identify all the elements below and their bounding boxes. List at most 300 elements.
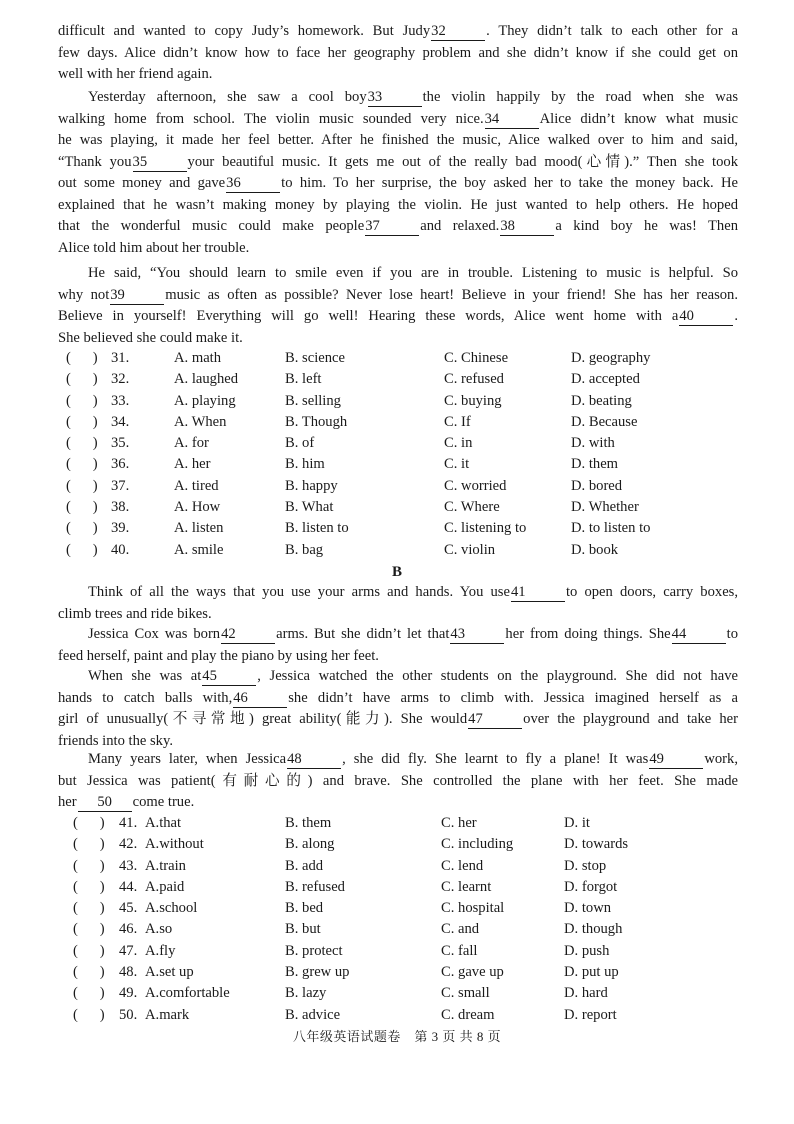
answer-bracket[interactable]: ( ) <box>73 857 105 874</box>
answer-blank[interactable]: 46 <box>233 690 287 708</box>
option-b <box>285 369 321 390</box>
option-text: B. protect <box>285 942 343 959</box>
option-c <box>444 348 508 369</box>
option-text: When <box>191 413 227 430</box>
text-line <box>58 749 738 771</box>
option-text: listening to <box>461 520 527 537</box>
option-letter: C. <box>444 350 462 366</box>
option-text: book <box>588 541 619 558</box>
answer-blank[interactable]: 37 <box>365 218 419 236</box>
question-number <box>111 476 129 497</box>
option-text: 49. <box>119 985 138 1002</box>
question-row <box>0 476 794 497</box>
answer-bracket[interactable]: ( ) <box>73 878 105 895</box>
question-number <box>119 941 137 962</box>
option-text: it <box>461 456 470 473</box>
option-letter: C. <box>444 371 462 388</box>
question-row <box>0 348 794 369</box>
text-line <box>58 709 738 731</box>
option-text: math <box>191 350 222 366</box>
option-letter: D. <box>571 435 589 452</box>
option-letter: A. <box>174 541 192 558</box>
text-line <box>58 87 738 109</box>
passage-text: She believed she could make it. <box>58 329 243 346</box>
passage-text: her <box>58 794 77 810</box>
passage-text: Think of all the ways that you use your arms and hands. You use <box>88 584 510 600</box>
option-text: A.set up <box>145 964 194 981</box>
answer-bracket[interactable]: ( ) <box>66 456 98 473</box>
answer-blank[interactable]: 48 <box>287 751 341 769</box>
question-row <box>0 813 794 834</box>
option-text: A.fly <box>145 942 176 959</box>
answer-bracket[interactable]: ( ) <box>73 836 105 853</box>
answer-blank[interactable]: 41 <box>511 584 565 602</box>
option-c <box>444 518 526 539</box>
option-c <box>441 1005 495 1026</box>
option-a <box>145 877 184 898</box>
option-b <box>285 412 347 433</box>
option-text: Chinese <box>461 350 509 366</box>
option-text: beating <box>588 392 632 409</box>
option-text: A.train <box>145 857 186 874</box>
option-text: 43. <box>119 857 138 874</box>
option-text: A.mark <box>145 1006 190 1023</box>
option-text: worried <box>461 477 507 494</box>
text-line <box>58 152 738 174</box>
option-text: B. them <box>285 815 332 831</box>
option-letter: C. <box>444 392 462 409</box>
answer-blank[interactable]: 45 <box>202 668 256 686</box>
answer-blank[interactable]: 47 <box>468 711 522 729</box>
option-a <box>174 497 220 518</box>
passage-text: over the playground and take her <box>523 711 738 727</box>
text-line <box>58 792 738 814</box>
answer-blank[interactable]: 36 <box>226 175 280 193</box>
passage-b-paragraph-4 <box>58 749 738 814</box>
option-letter: B. <box>285 350 303 366</box>
text-line <box>58 306 738 328</box>
option-letter: A. <box>174 371 192 388</box>
option-text: tired <box>191 477 219 494</box>
option-d <box>564 1005 617 1026</box>
option-d <box>571 412 637 433</box>
option-letter: C. <box>444 499 461 516</box>
answer-bracket[interactable]: ( ) <box>73 942 105 959</box>
question-number <box>119 1005 137 1026</box>
passage-text: When she was at <box>88 668 202 684</box>
passage-text: her from doing things. She <box>505 626 671 642</box>
option-c <box>444 454 469 475</box>
option-letter: A. <box>174 456 192 473</box>
option-d <box>571 348 650 369</box>
text-line <box>58 646 738 668</box>
passage-text: to open doors, carry boxes, <box>565 584 738 600</box>
option-letter: B. <box>285 541 303 558</box>
option-letter: B. <box>285 520 303 537</box>
option-letter: B. <box>285 371 303 388</box>
option-text: C. hospital <box>441 900 505 917</box>
option-text: B. along <box>285 836 335 853</box>
option-text: A.without <box>145 836 204 853</box>
question-number <box>119 962 137 983</box>
question-row <box>0 497 794 518</box>
option-b <box>285 433 314 454</box>
option-text: for <box>191 435 209 452</box>
option-letter: D. <box>571 499 589 516</box>
question-number <box>111 518 129 539</box>
text-line <box>58 285 738 307</box>
answer-bracket[interactable]: ( ) <box>73 815 105 831</box>
page-footer: 八年级英语试题卷 第 3 页 共 8 页 <box>292 1029 502 1044</box>
option-b <box>285 941 343 962</box>
option-b <box>285 497 333 518</box>
option-b <box>285 919 321 940</box>
answer-blank[interactable]: 43 <box>450 626 504 644</box>
option-letter: D. <box>571 456 589 473</box>
option-letter: D. <box>571 392 589 409</box>
option-text: If <box>461 413 471 430</box>
passage-text: . They didn’t talk to each other for a <box>486 23 738 39</box>
option-text: Because <box>588 413 638 430</box>
option-text: C. learnt <box>441 878 492 895</box>
option-letter: A. <box>174 413 192 430</box>
option-b <box>285 962 349 983</box>
text-line <box>58 582 738 604</box>
option-text: B. advice <box>285 1006 341 1023</box>
option-a <box>145 1005 189 1026</box>
option-text: A.school <box>145 900 198 917</box>
option-text: 36. <box>111 456 130 473</box>
option-text: him <box>302 456 325 473</box>
option-b <box>285 518 349 539</box>
option-text: 40. <box>111 541 130 558</box>
option-d <box>564 919 622 940</box>
option-letter: A. <box>174 350 192 366</box>
text-line <box>58 263 738 285</box>
option-text: How <box>191 499 221 516</box>
option-letter: B. <box>285 392 303 409</box>
option-text: 44. <box>119 878 138 895</box>
option-text: with <box>588 435 615 452</box>
answer-bracket[interactable]: ( ) <box>73 985 105 1002</box>
option-letter: A. <box>174 499 192 516</box>
option-letter: C. <box>444 477 462 494</box>
answer-blank[interactable]: 40 <box>679 308 733 326</box>
question-row <box>0 856 794 877</box>
option-a <box>145 941 175 962</box>
passage-text: girl of unusually(不寻常地) great ability(能力). She would <box>58 711 468 727</box>
passage-text: arms. But she didn’t let that <box>276 626 450 642</box>
option-letter: D. <box>571 520 589 537</box>
option-text: A.that <box>145 815 182 831</box>
text-line <box>58 771 738 793</box>
question-row <box>0 898 794 919</box>
option-text: Though <box>301 413 348 430</box>
option-text: B. grew up <box>285 964 350 981</box>
option-a <box>145 834 204 855</box>
option-text: them <box>588 456 619 473</box>
option-letter: B. <box>285 435 303 452</box>
passage-text: “Thank you <box>58 153 132 170</box>
question-number <box>111 497 129 518</box>
option-text: 32. <box>111 371 130 388</box>
option-letter: D. <box>571 477 589 494</box>
option-d <box>564 962 619 983</box>
passage-text: work, <box>704 751 738 767</box>
option-text: 31. <box>111 350 130 366</box>
option-text: listen <box>191 520 224 537</box>
option-text: 34. <box>111 413 130 430</box>
option-d <box>571 476 622 497</box>
option-text: C. lend <box>441 857 484 874</box>
option-b <box>285 877 345 898</box>
question-number <box>119 813 137 834</box>
passage-text: explained that he wasn’t making money by playing the violin. He just wanted to help others. He hoped <box>58 196 738 213</box>
option-d <box>564 856 606 877</box>
answer-blank[interactable]: 35 <box>133 154 187 172</box>
question-row <box>0 369 794 390</box>
option-text: D. town <box>564 900 612 917</box>
option-letter: A. <box>174 392 192 409</box>
passage-text: friends into the sky. <box>58 732 173 749</box>
options-list-b <box>0 813 794 1026</box>
section-b-title: B <box>391 564 402 580</box>
passage-text: walking home from school. The violin music sounded very nice. <box>58 110 484 127</box>
option-text: selling <box>302 392 341 409</box>
option-text: buying <box>461 392 502 409</box>
option-a <box>174 369 238 390</box>
passage-text: well with her friend again. <box>58 66 213 82</box>
answer-blank[interactable]: 49 <box>649 751 703 769</box>
option-text: B. but <box>285 921 321 938</box>
option-text: her <box>191 456 211 473</box>
answer-bracket[interactable]: ( ) <box>73 900 105 917</box>
text-line <box>58 173 738 195</box>
option-letter: D. <box>571 541 589 558</box>
passage-a-paragraph-2 <box>58 87 738 259</box>
passage-text: to <box>726 626 738 642</box>
option-text: B. refused <box>285 878 345 895</box>
passage-text: music as often as possible? Never lose heart! Believe in your friend! She has her reason. <box>165 286 738 303</box>
option-d <box>564 813 590 834</box>
text-line <box>58 688 738 710</box>
passage-text: he was playing, it made her feel better. After he finished the music, Alice walked over to him and said, <box>58 132 738 148</box>
question-row <box>0 391 794 412</box>
answer-blank[interactable]: 39 <box>110 287 164 305</box>
option-text: C. small <box>441 985 490 1002</box>
question-number <box>119 983 137 1004</box>
option-b <box>285 1005 340 1026</box>
option-a <box>174 540 223 561</box>
answer-bracket[interactable]: ( ) <box>66 541 98 558</box>
text-line <box>58 624 738 646</box>
option-d <box>571 454 618 475</box>
option-text: 41. <box>119 815 138 831</box>
option-b <box>285 476 338 497</box>
answer-bracket[interactable]: ( ) <box>73 1006 105 1023</box>
answer-bracket[interactable]: ( ) <box>73 921 105 938</box>
option-d <box>564 877 617 898</box>
option-d <box>564 983 608 1004</box>
answer-bracket[interactable]: ( ) <box>66 350 98 366</box>
passage-text: Alice told him about her trouble. <box>58 239 250 256</box>
passage-text: Yesterday afternoon, she saw a cool boy <box>88 89 367 105</box>
option-c <box>441 856 483 877</box>
text-line <box>58 216 738 238</box>
answer-bracket[interactable]: ( ) <box>66 477 98 494</box>
passage-text: feed herself, paint and play the piano by using her feet. <box>58 647 379 664</box>
option-c <box>444 540 495 561</box>
passage-text: come true. <box>132 794 195 810</box>
text-line <box>58 195 738 217</box>
passage-text: climb trees and ride bikes. <box>58 605 212 622</box>
option-text: Where <box>460 499 500 516</box>
option-a <box>174 454 210 475</box>
option-d <box>571 540 618 561</box>
question-number <box>111 454 129 475</box>
option-c <box>441 919 479 940</box>
option-d <box>564 898 611 919</box>
option-b <box>285 348 345 369</box>
option-text: D. report <box>564 1006 617 1023</box>
option-letter: A. <box>174 520 192 537</box>
passage-text: Jessica Cox was born <box>88 626 221 642</box>
answer-bracket[interactable]: ( ) <box>66 371 98 388</box>
option-letter: B. <box>285 456 303 473</box>
option-text: science <box>302 350 345 366</box>
passage-b-paragraph-3 <box>58 666 738 752</box>
passage-text: , Jessica watched the other students on the playground. She did not have <box>257 668 738 684</box>
option-text: accepted <box>588 371 640 388</box>
option-a <box>174 391 236 412</box>
question-row <box>0 540 794 561</box>
question-number <box>119 834 137 855</box>
answer-blank[interactable]: 42 <box>221 626 275 644</box>
question-row <box>0 919 794 940</box>
option-text: A.paid <box>145 878 185 895</box>
option-text: C. dream <box>441 1006 495 1023</box>
passage-text: that the wonderful music could make people <box>58 218 365 234</box>
answer-blank[interactable]: 32 <box>431 23 485 41</box>
text-line <box>58 109 738 131</box>
question-number <box>111 348 129 369</box>
passage-text: , she did fly. She learnt to fly a plane! It was <box>342 751 649 767</box>
option-text: 45. <box>119 900 138 917</box>
answer-bracket[interactable]: ( ) <box>73 964 105 981</box>
answer-blank[interactable]: 50 <box>78 794 132 812</box>
option-letter: B. <box>285 413 302 430</box>
passage-a-paragraph-3 <box>58 263 738 349</box>
option-text: 37. <box>111 477 130 494</box>
option-text: 38. <box>111 499 130 516</box>
passage-a-continuation <box>58 21 738 86</box>
option-text: happy <box>302 477 338 494</box>
option-c <box>441 941 477 962</box>
question-row <box>0 834 794 855</box>
option-text: 35. <box>111 435 130 452</box>
options-list-a <box>0 348 794 561</box>
option-b <box>285 983 326 1004</box>
passage-text: your beautiful music. It gets me out of the really bad mood(心情).” Then she took <box>187 153 738 170</box>
option-b <box>285 391 341 412</box>
answer-blank[interactable]: 34 <box>485 111 539 129</box>
option-b <box>285 856 323 877</box>
answer-bracket[interactable]: ( ) <box>66 435 98 452</box>
passage-text: Alice didn’t know what music <box>539 110 738 127</box>
option-letter: C. <box>444 456 462 473</box>
option-text: laughed <box>191 371 239 388</box>
option-text: D. though <box>564 921 623 938</box>
answer-blank[interactable]: 44 <box>672 626 726 644</box>
question-number <box>119 877 137 898</box>
question-number <box>119 898 137 919</box>
passage-text: . <box>734 308 738 324</box>
option-text: 48. <box>119 964 138 981</box>
option-text: refused <box>461 371 504 388</box>
answer-bracket[interactable]: ( ) <box>66 413 98 430</box>
option-text: C. and <box>441 921 480 938</box>
option-text: A.so <box>145 921 173 938</box>
option-text: D. put up <box>564 964 619 981</box>
question-row <box>0 941 794 962</box>
answer-bracket[interactable]: ( ) <box>66 392 98 409</box>
answer-blank[interactable]: 33 <box>368 89 422 107</box>
passage-text: a kind boy he was! Then <box>555 218 738 234</box>
question-row <box>0 877 794 898</box>
answer-bracket[interactable]: ( ) <box>66 520 98 537</box>
option-d <box>571 433 615 454</box>
option-c <box>441 877 491 898</box>
option-text: D. it <box>564 815 590 831</box>
option-text: 33. <box>111 392 130 409</box>
option-c <box>444 391 502 412</box>
option-b <box>285 898 323 919</box>
option-d <box>571 518 650 539</box>
option-letter: C. <box>444 520 462 537</box>
question-number <box>111 540 129 561</box>
option-text: C. her <box>441 815 477 831</box>
option-a <box>174 412 226 433</box>
text-line <box>58 238 738 260</box>
passage-text: few days. Alice didn’t know how to face her geography problem and she didn’t know if she could get on <box>58 44 738 61</box>
option-text: C. gave up <box>441 964 504 981</box>
passage-text: to him. To her surprise, the boy asked her to take the money back. He <box>281 175 738 191</box>
option-text: left <box>302 371 322 388</box>
option-letter: D. <box>571 371 589 388</box>
passage-text: out some money and gave <box>58 175 226 191</box>
passage-text: Believe in yourself! Everything will go well! Hearing these words, Alice went home with a <box>58 308 679 324</box>
option-a <box>145 983 230 1004</box>
option-c <box>444 412 471 433</box>
passage-b-paragraph-2 <box>58 624 738 667</box>
answer-bracket[interactable]: ( ) <box>66 499 98 516</box>
answer-blank[interactable]: 38 <box>500 218 554 236</box>
option-text: D. stop <box>564 857 607 874</box>
option-letter: B. <box>285 477 303 494</box>
option-text: B. bed <box>285 900 324 917</box>
question-row <box>0 454 794 475</box>
option-c <box>441 962 504 983</box>
option-c <box>444 497 500 518</box>
option-letter: A. <box>174 477 192 494</box>
option-text: D. towards <box>564 836 629 853</box>
option-text: D. push <box>564 942 610 959</box>
option-text: in <box>461 435 473 452</box>
option-text: 46. <box>119 921 138 938</box>
option-text: to listen to <box>588 520 651 537</box>
question-number <box>119 856 137 877</box>
option-a <box>145 962 194 983</box>
